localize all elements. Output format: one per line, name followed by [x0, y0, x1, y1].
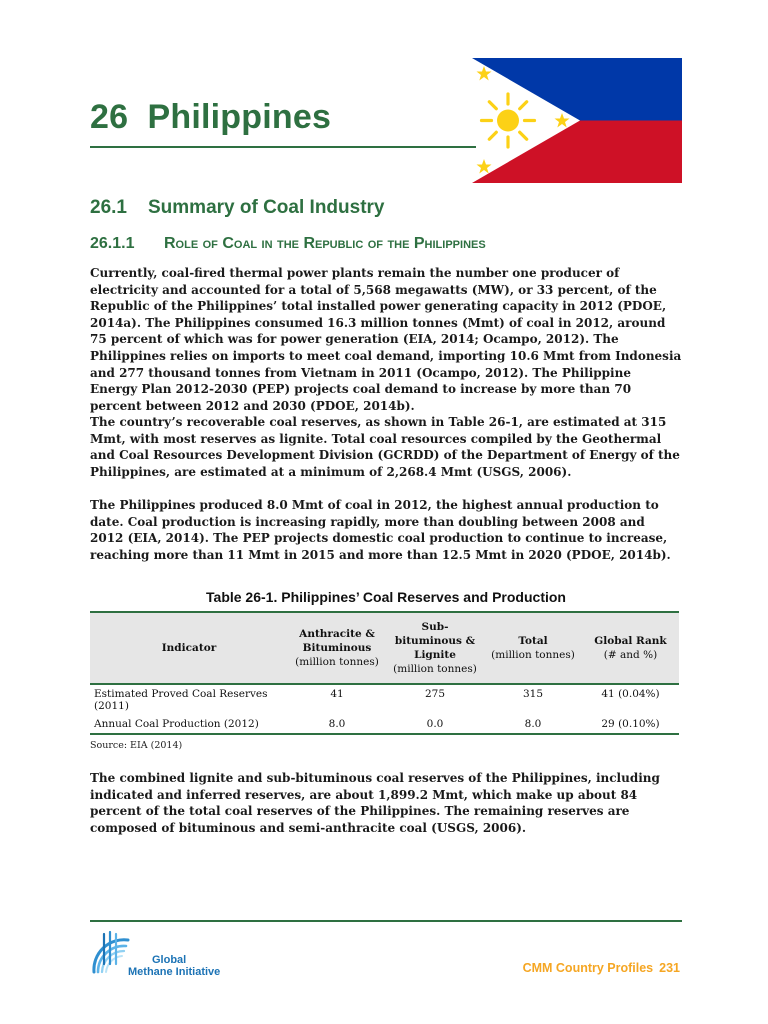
subsection-title: Role of Coal in the Republic of the Philippines [164, 235, 486, 252]
footer-running-title [523, 961, 680, 975]
body-paragraph: The combined lignite and sub-bituminous coal reserves of the Philippines, including indicated and inferred reserves, are about 1,899.2 Mmt, which make up about 84 percent of the total coal reserves of the Philippines. The remaining reserves are composed of bituminous and semi-anthracite coal (USGS, 2006). [90, 771, 660, 835]
table-cell: 275 [424, 688, 446, 700]
logo-line-2: Methane Initiative [128, 966, 221, 978]
logo-wordmark [128, 954, 220, 978]
coal-reserves-table [90, 611, 679, 735]
subsection-number: 26.1.1 [90, 235, 135, 252]
table-header-cell: Anthracite & Bituminous (million tonnes) [288, 612, 386, 684]
logo-line-1: Global [152, 954, 187, 966]
chapter-number: 26 [90, 98, 129, 136]
table-cell: 0.0 [386, 715, 484, 734]
section-title: Summary of Coal Industry [148, 197, 385, 218]
sun-icon [482, 94, 535, 147]
table-cell: Estimated Proved Coal Reserves (2011) [94, 688, 268, 712]
footer-publication-title: CMM Country Profiles [522, 961, 654, 975]
table-header-cell: Global Rank (# and %) [582, 612, 679, 684]
chapter-title [90, 98, 331, 137]
table-row [90, 684, 679, 715]
table-row [90, 715, 679, 734]
subsection-heading [90, 235, 486, 253]
table-header-row [90, 612, 679, 684]
table-cell: 41 (0.04%) [601, 688, 660, 700]
chapter-divider [90, 146, 476, 148]
table-header-cell: Sub-bituminous & Lignite (million tonnes) [386, 612, 484, 684]
body-paragraph: Currently, coal-fired thermal power plants remain the number one producer of electricity and accounted for a total of 5,568 megawatts (MW), or 33 percent, of the Republic of the Philippines’ total installed power generating capacity in 2012 (PDOE, 2014a). The Philippines consumed 16.3 million tonnes (Mmt) of coal in 2012, around 75 percent of which was for power generation (EIA, 2014; Ocampo, 2012). The Philippines relies on imports to meet coal demand, importing 10.6 Mmt from Indonesia and 277 thousand tonnes from Vietnam in 2011 (Ocampo, 2012). The Philippine Energy Plan 2012-2030 (PEP) projects coal demand to increase by more than 70 percent between 2012 and 2030 (PDOE, 2014b). [90, 266, 682, 413]
table-header-cell: Total (million tonnes) [484, 612, 582, 684]
table-source-note: Source: EIA (2014) [90, 740, 183, 751]
table-cell: 41 [330, 688, 344, 700]
table-caption: Table 26-1. Philippines’ Coal Reserves and Production [206, 589, 566, 605]
globe-icon [94, 932, 128, 972]
page-number: 231 [659, 961, 680, 975]
philippines-flag-image [472, 58, 682, 183]
body-paragraph: The Philippines produced 8.0 Mmt of coal in 2012, the highest annual production to date. Coal production is increasing rapidly, more than doubling between 2008 and 2012 (EIA, 2014). The PEP projects domestic coal production to continue to increase, reaching more than 11 Mmt in 2015 and more than 12.5 Mmt in 2020 (PDOE, 2014b). [90, 498, 671, 562]
table-cell: 29 (0.10%) [582, 715, 679, 734]
section-heading [90, 197, 385, 219]
table-cell: 8.0 [484, 715, 582, 734]
table-cell: 315 [522, 688, 544, 700]
footer-divider [90, 920, 682, 922]
chapter-name: Philippines [147, 98, 332, 136]
table-cell: 8.0 [288, 715, 386, 734]
table-cell: Annual Coal Production (2012) [90, 715, 288, 734]
body-paragraph: The country’s recoverable coal reserves, as shown in Table 26-1, are estimated at 315 Mmt, with most reserves as lignite. Total coal resources compiled by the Geothermal and Coal Resources Development Division (GCRDD) of the Department of Energy of the Philippines, are estimated at a minimum of 2,268.4 Mmt (USGS, 2006). [90, 415, 680, 479]
table-header-cell: Indicator [90, 612, 288, 684]
section-number: 26.1 [90, 197, 127, 218]
